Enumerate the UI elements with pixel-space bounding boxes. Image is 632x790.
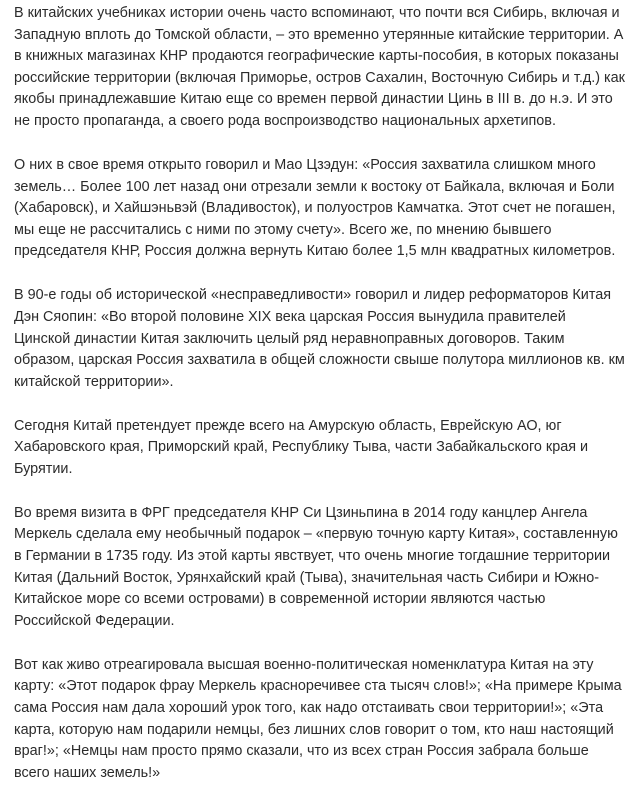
paragraph-chinese-reactions: Вот как живо отреагировала высшая военно-политическая номенклатура Китая на эту карту: «Этот подарок фрау Меркель красноречивее ста тысяч слов!»; «На примере Крыма сама Россия нам дала хороший урок того, как надо отстаивать свои территории!»; «Эта карта, которую нам подарили немцы, без лишних слов говорит о том, кто наш настоящий враг!»; «Немцы нам просто прямо сказали, что из всех стран Россия забрала больше всего наших земель!» xyxy=(14,656,622,781)
paragraph-deng-xiaoping: В 90-е годы об исторической «несправедливости» говорил и лидер реформаторов Китая Дэн Сяопин: «Во второй половине XIX века царская Россия вынудила правителей Цинской династии Китая заключить целый ряд неравноправных договоров. Таким образом, царская Россия захватила в общей сложности свыше полутора миллионов кв. км китайской территории». xyxy=(14,287,625,390)
paragraph-merkel-map-gift: Во время визита в ФРГ председателя КНР Си Цзиньпина в 2014 году канцлер Ангела Меркель сделала ему необычный подарок – «первую точную карту Китая», составленную в Германии в 1735 году. Из этой карты явствует, что очень многие тогдашние территории Китая (Дальний Восток, Урянхайский край (Тыва), значительная часть Сибири и Южно-Китайское море со всеми островами) в современной истории являются частью Российской Федерации. xyxy=(14,504,618,629)
article-body xyxy=(14,3,626,784)
paragraph-mao-zedong: О них в свое время открыто говорил и Мао Цзэдун: «Россия захватила слишком много земель… Более 100 лет назад они отрезали земли к востоку от Байкала, включая и Боли (Хабаровск), и Хайшэньвэй (Владивосток), и полуостров Камчатка. Этот счет не погашен, мы еще не рассчитались с ними по этому счету». Всего же, по мнению бывшего председателя КНР, Россия должна вернуть Китаю более 1,5 млн квадратных километров. xyxy=(14,156,616,260)
paragraph-siberia-textbooks: В китайских учебниках истории очень часто вспоминают, что почти вся Сибирь, включая и Западную вплоть до Томской области, – это временно утерянные китайские территории. А в книжных магазинах КНР продаются географические карты-пособия, в которых показаны российские территории (включая Приморье, остров Сахалин, Восточную Сибирь и т.д.) как якобы принадлежавшие Китаю еще со времен первой династии Цинь в III в. до н.э. И это не просто пропаганда, а своего рода воспроизводство национальных архетипов. xyxy=(14,5,625,129)
paragraph-territorial-claims: Сегодня Китай претендует прежде всего на Амурскую область, Еврейскую АО, юг Хабаровского края, Приморский край, Республику Тыва, части Забайкальского края и Бурятии. xyxy=(14,417,589,477)
